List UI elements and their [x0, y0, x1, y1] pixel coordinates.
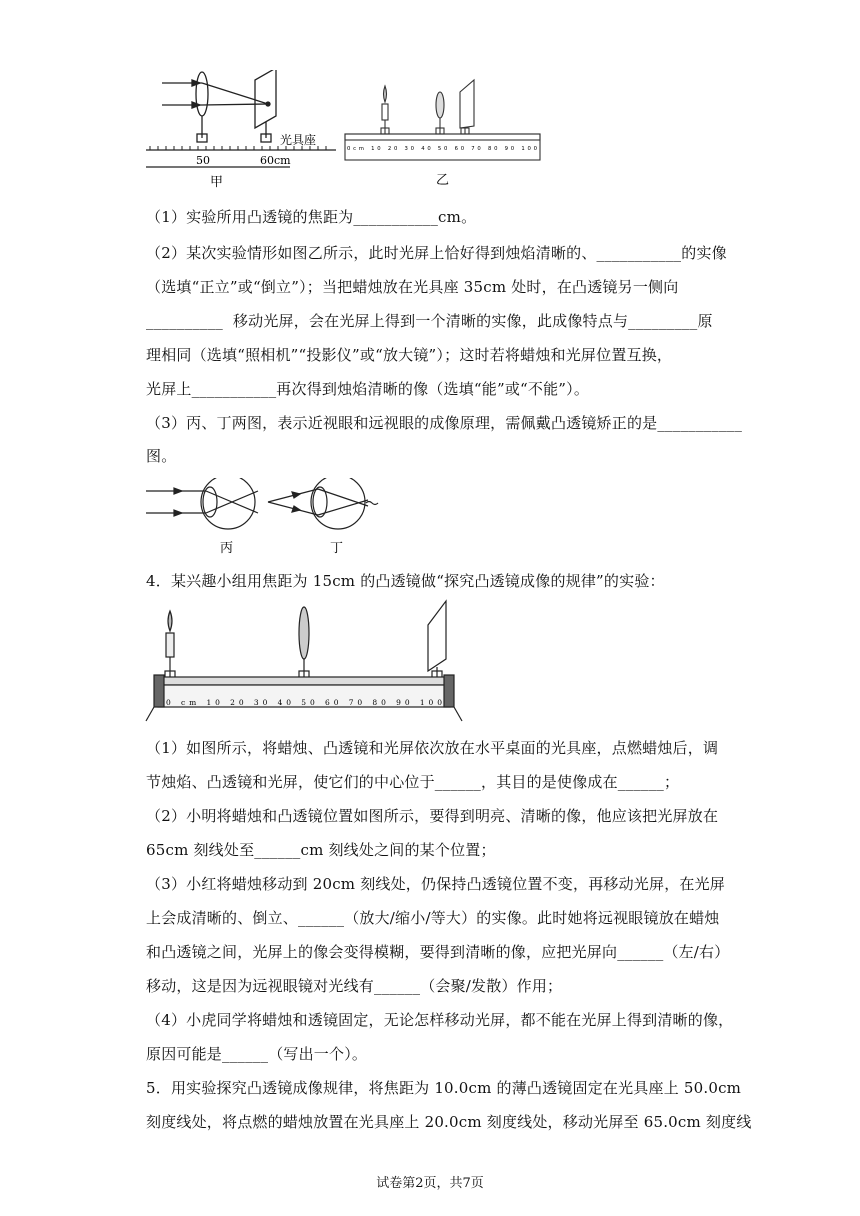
q4-line-10: 原因可能是______（写出一个）。 — [146, 1045, 368, 1063]
q4-line-6: 上会成清晰的、倒立、______（放大/缩小/等大）的实像。此时她将远视眼镜放在蜡烛 — [146, 909, 720, 927]
q4-line-4: 65cm 刻线处至______cm 刻线处之间的某个位置； — [146, 841, 496, 859]
q3-line-7: （3）丙、丁两图，表示近视眼和远视眼的成像原理，需佩戴凸透镜矫正的是___________ — [146, 414, 743, 432]
q4-line-2: 节烛焰、凸透镜和光屏，使它们的中心位于______，其目的是使像成在______； — [146, 773, 680, 791]
caption-ding: 丁 — [330, 541, 344, 556]
page-footer: 试卷第2页，共7页 — [376, 1176, 484, 1191]
ruler-q4: 0 cm 10 20 30 40 50 60 70 80 90 100 — [166, 698, 443, 707]
tick-60: 60cm — [260, 154, 291, 167]
mount-label: 光具座 — [280, 133, 317, 147]
caption-yi: 乙 — [436, 173, 450, 188]
q3-line-8: 图。 — [146, 447, 177, 465]
q4-line-5: （3）小红将蜡烛移动到 20cm 刻线处，仍保持凸透镜位置不变，再移动光屏，在光屏 — [146, 875, 725, 893]
q4-line-8: 移动，这是因为远视眼镜对光线有______（会聚/发散）作用； — [146, 977, 563, 995]
q4-line-1: （1）如图所示，将蜡烛、凸透镜和光屏依次放在水平桌面的光具座，点燃蜡烛后，调 — [146, 739, 719, 757]
figure-jia — [140, 70, 340, 195]
q4-line-9: （4）小虎同学将蜡烛和透镜固定，无论怎样移动光屏，都不能在光屏上得到清晰的像， — [146, 1011, 734, 1029]
q3-line-3: （选填“正立”或“倒立”）；当把蜡烛放在光具座 35cm 处时，在凸透镜另一侧向 — [146, 278, 679, 296]
figure-yi — [340, 72, 545, 190]
caption-bing: 丙 — [220, 541, 234, 556]
q3-line-4: __________ 移动光屏，会在光屏上得到一个清晰的实像，此成像特点与_________原 — [146, 312, 713, 330]
figure-bing-ding — [140, 478, 380, 558]
q3-line-1: （1）实验所用凸透镜的焦距为___________cm。 — [146, 208, 477, 226]
q3-line-6: 光屏上___________再次得到烛焰清晰的像（选填“能”或“不能”）。 — [146, 380, 590, 398]
figure-q4 — [140, 597, 470, 725]
tick-50: 50 — [196, 154, 210, 167]
q5-line-2: 刻度线处，将点燃的蜡烛放置在光具座上 20.0cm 刻度线处，移动光屏至 65.0cm 刻度线 — [146, 1113, 752, 1131]
q5-line-1: 5．用实验探究凸透镜成像规律，将焦距为 10.0cm 的薄凸透镜固定在光具座上 50.0cm — [146, 1079, 742, 1097]
q4-line-3: （2）小明将蜡烛和凸透镜位置如图所示，要得到明亮、清晰的像，他应该把光屏放在 — [146, 807, 719, 825]
q4-stem: 4．某兴趣小组用焦距为 15cm 的凸透镜做“探究凸透镜成像的规律”的实验： — [146, 572, 665, 590]
q4-line-7: 和凸透镜之间，光屏上的像会变得模糊，要得到清晰的像，应把光屏向______（左/右） — [146, 943, 730, 961]
q3-line-2: （2）某次实验情形如图乙所示，此时光屏上恰好得到烛焰清晰的、___________的实像 — [146, 244, 727, 262]
q3-line-5: 理相同（选填“照相机”“投影仪”或“放大镜”）；这时若将蜡烛和光屏位置互换， — [146, 346, 673, 364]
caption-jia: 甲 — [210, 175, 224, 190]
ruler-yi: 0cm 10 20 30 40 50 60 70 80 90 100 — [347, 146, 537, 152]
